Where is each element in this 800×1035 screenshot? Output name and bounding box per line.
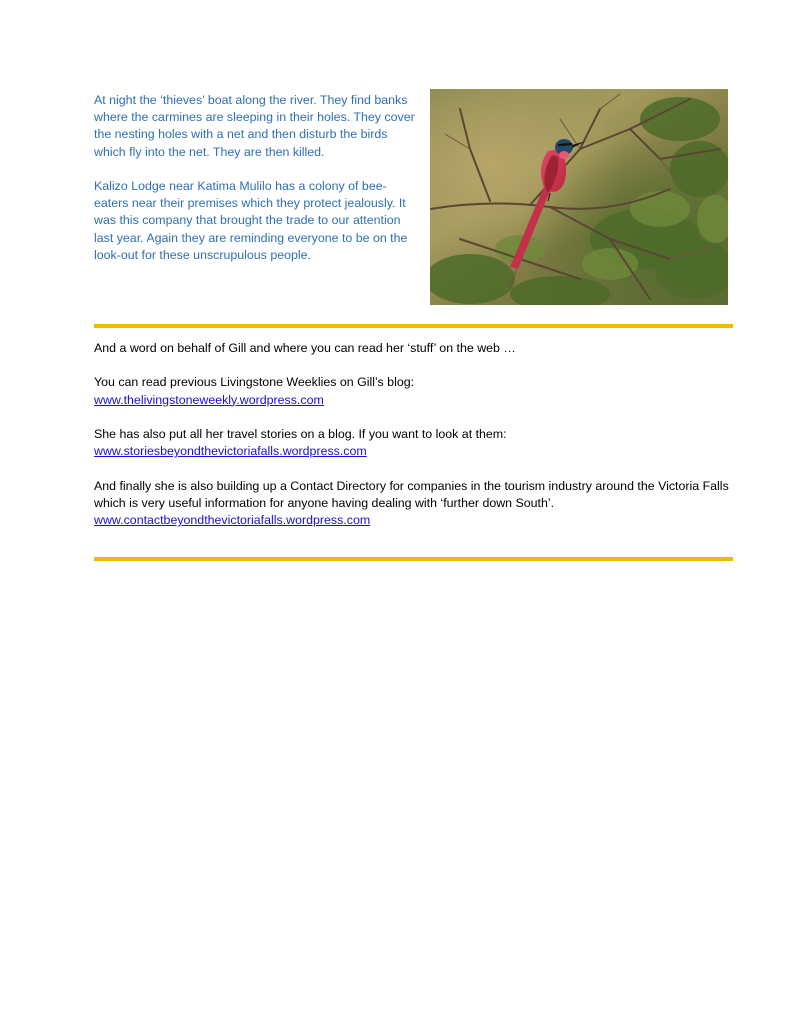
bee-eater-section xyxy=(94,92,734,308)
livingstone-weekly-link[interactable]: www.thelivingstoneweekly.wordpress.com xyxy=(94,392,324,407)
story-paragraph-kalizo: Kalizo Lodge near Katima Mulilo has a colony of bee-eaters near their premises which they protect jealously. It was this company that brought the trade to our attention last year. Again they are reminding everyone to be on the look-out for these unscrupulous people. xyxy=(94,179,408,262)
stories-paragraph xyxy=(94,426,734,460)
contact-directory-link[interactable]: www.contactbeyondthevictoriafalls.wordpress.com xyxy=(94,512,371,527)
stories-text: She has also put all her travel stories on a blog. If you want to look at them: xyxy=(94,426,507,441)
blog-text: You can read previous Livingstone Weeklies on Gill’s blog: xyxy=(94,375,415,390)
section-divider-top xyxy=(94,324,733,328)
blog-paragraph xyxy=(94,374,734,408)
intro-text: And a word on behalf of Gill and where you can read her ‘stuff’ on the web … xyxy=(94,341,516,355)
section-divider-bottom xyxy=(94,557,733,561)
web-links-section xyxy=(94,340,734,546)
bee-eater-story xyxy=(94,92,420,281)
carmine-bee-eater-photo xyxy=(430,89,728,305)
story-paragraph-thieves: At night the ‘thieves’ boat along the river. They find banks where the carmines are sleeping in their holes. They cover the nesting holes with a net and then disturb the birds which fly into the net. They are then killed. xyxy=(94,93,415,159)
directory-text: And finally she is also building up a Contact Directory for companies in the tourism industry around the Victoria Falls which is very useful information for anyone having dealing with ‘further down South’. xyxy=(94,478,729,510)
directory-paragraph xyxy=(94,478,734,530)
stories-blog-link[interactable]: www.storiesbeyondthevictoriafalls.wordpress.com xyxy=(94,444,367,459)
